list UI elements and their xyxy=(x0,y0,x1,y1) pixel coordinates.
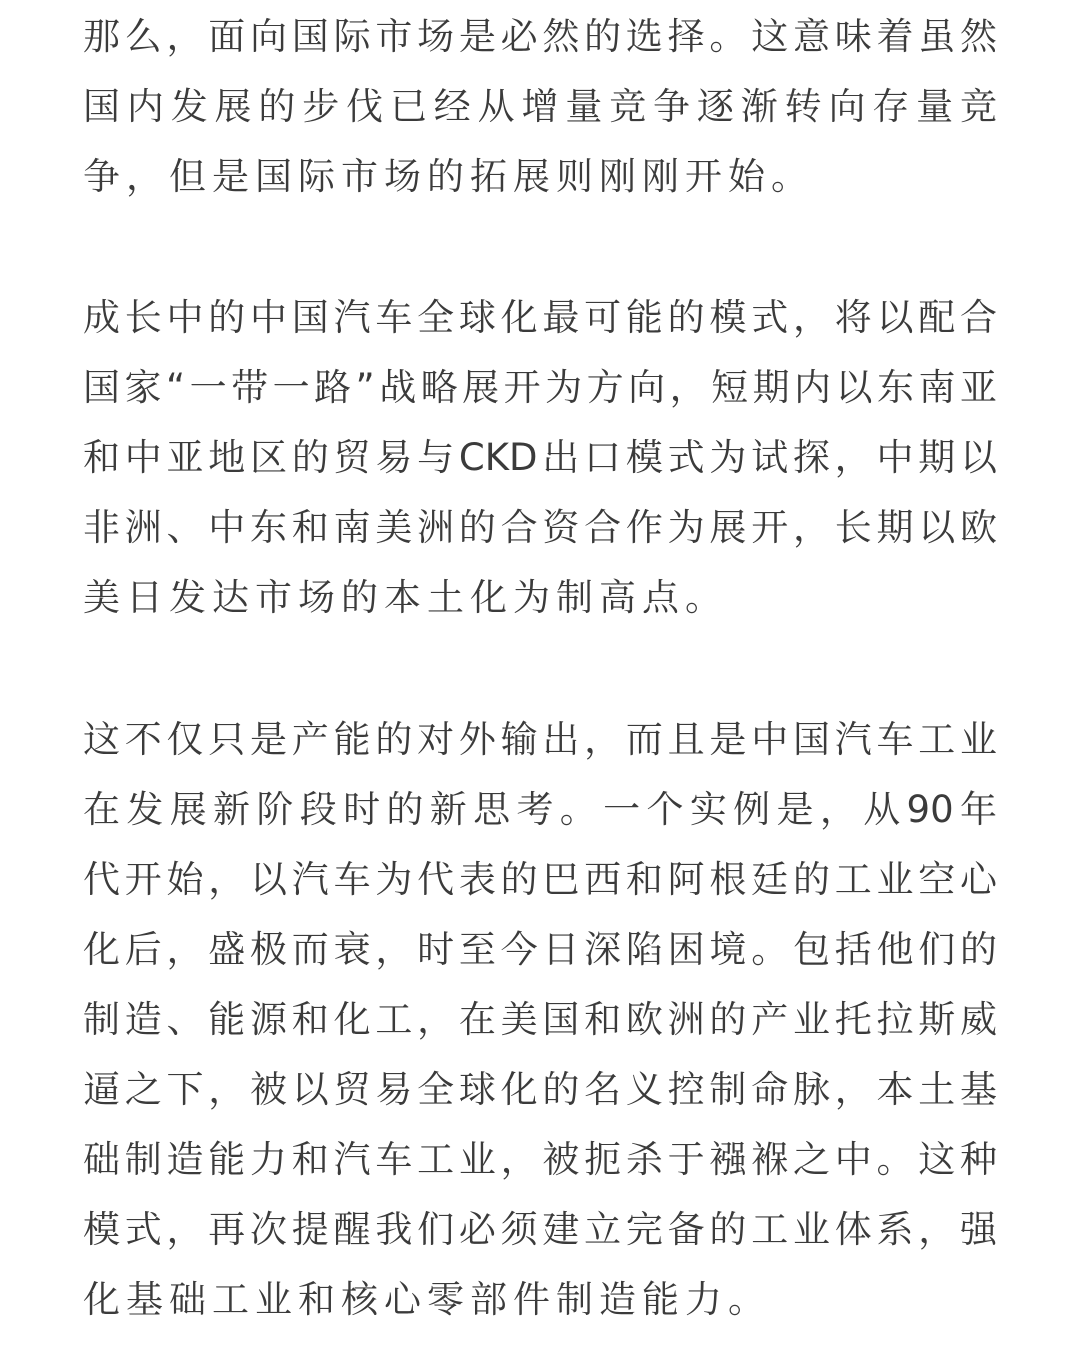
paragraph-2-line-1: 成长中的中国汽车全球化最可能的模式，将以配合 xyxy=(83,296,997,339)
paragraph-3-line-9: 化基础工业和核心零部件制造能力。 xyxy=(83,1278,771,1321)
paragraph-3-line-3: 代开始，以汽车为代表的巴西和阿根廷的工业空心 xyxy=(83,858,997,901)
paragraph-3-line-4: 化后，盛极而衰，时至今日深陷困境。包括他们的 xyxy=(83,928,997,971)
paragraph-2-line-3: 和中亚地区的贸易与CKD出口模式为试探，中期以 xyxy=(83,436,997,479)
paragraph-2-line-4: 非洲、中东和南美洲的合资合作为展开，长期以欧 xyxy=(83,506,997,549)
paragraph-3-line-7: 础制造能力和汽车工业，被扼杀于襁褓之中。这种 xyxy=(83,1138,997,1181)
paragraph-3-line-6: 逼之下，被以贸易全球化的名义控制命脉，本土基 xyxy=(83,1068,997,1111)
paragraph-3-line-8: 模式，再次提醒我们必须建立完备的工业体系，强 xyxy=(83,1208,997,1251)
paragraph-3-line-1: 这不仅只是产能的对外输出，而且是中国汽车工业 xyxy=(83,718,997,761)
paragraph-1-line-2: 国内发展的步伐已经从增量竞争逐渐转向存量竞 xyxy=(83,85,997,128)
paragraph-1-line-3: 争，但是国际市场的拓展则刚刚开始。 xyxy=(83,155,814,198)
paragraph-2-line-5: 美日发达市场的本土化为制高点。 xyxy=(83,576,728,619)
paragraph-3-line-5: 制造、能源和化工，在美国和欧洲的产业托拉斯威 xyxy=(83,998,997,1041)
paragraph-3-line-2: 在发展新阶段时的新思考。一个实例是，从90年 xyxy=(83,788,997,831)
paragraph-1-line-1: 那么，面向国际市场是必然的选择。这意味着虽然 xyxy=(83,15,997,58)
paragraph-2-line-2: 国家“一带一路”战略展开为方向，短期内以东南亚 xyxy=(83,366,997,409)
